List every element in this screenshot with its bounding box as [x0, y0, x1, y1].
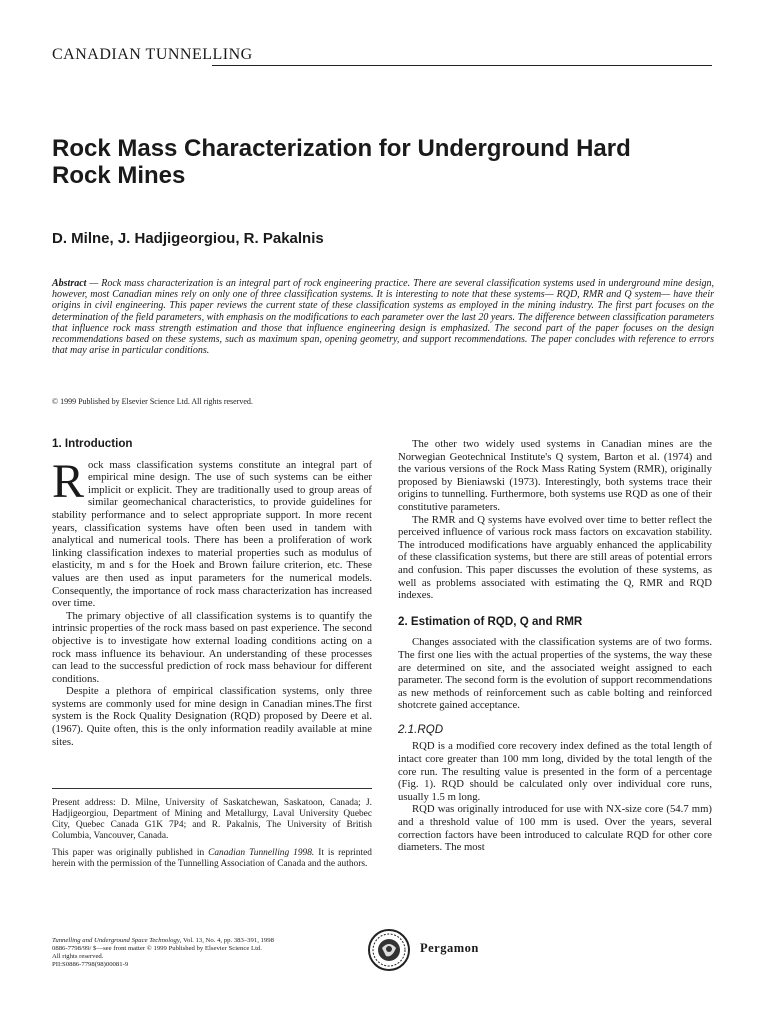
journal-citation-name: Tunnelling and Underground Space Technology [52, 937, 180, 944]
footnote-rule [52, 788, 372, 789]
footnote [52, 798, 372, 876]
reprint-source: Canadian Tunnelling 1998. [208, 848, 315, 858]
rights-line: All rights reserved. [52, 953, 104, 960]
reprint-suffix: It is reprinted herein with the permission of the Tunnelling Association of Canada and the authors. [52, 848, 372, 869]
subsection-heading-rqd: 2.1.RQD [398, 722, 444, 736]
section-heading-introduction: 1. Introduction [52, 437, 133, 450]
pii-line: PII:S0886-7798(98)00081-9 [52, 961, 129, 968]
intro-paragraph-1-text: ock mass classification systems constitute an integral part of empirical mine design. The use of such systems can be either implicit or explicit. They are traditionally used to group areas of similar geomechanical characteristics, to provide guidelines for stability performance and to select appropriate support. In more recent years, classification systems have often been used in tandem with analytical and numerical tools. There has been a proliferation of work linking classification indexes to material properties such as modulus of elasticity, m and s for the Hoek and Brown failure criterion, etc. These values are then used as input parameters for the numerical models. Consequently, the importance of rock mass characterization has increased over time. [52, 458, 372, 610]
rqd-paragraph-2: RQD was originally introduced for use with NX-size core (54.7 mm) and a threshold value of 100 mm is used. Over the years, several correction factors have been introduced to calculate RQD for other core diameters. The most [398, 803, 712, 854]
estimation-paragraph-1: Changes associated with the classification systems are of two forms. The first one lies with the actual properties of the systems, the way these are determined on site, and the associated weight assigned to each parameter. The second form is the evolution of support recommendations as new methods of reinforcement such as cable bolting and reinforced shotcrete gained acceptance. [398, 636, 712, 712]
publication-info [52, 937, 352, 969]
rqd-paragraph-1: RQD is a modified core recovery index defined as the total length of intact core greater than 100 mm long, divided by the total length of the core run. The resulting value is presented in the form of a percentage (Fig. 1). RQD should be calculated only over individual core runs, usually 1.5 m long. [398, 740, 712, 803]
journal-header: CANADIAN TUNNELLING [52, 46, 253, 63]
intro-paragraph-5: The RMR and Q systems have evolved over time to better reflect the perceived influence of various rock mass factors on excavation stability. The introduced modifications have arguably enhanced the applicability of these classification systems, but there are still areas of potential errors and confusion. This paper discusses the evolution of these systems, as well as problems associated with estimating the Q, RMR and RQD indexes. [398, 513, 712, 602]
front-matter-line: 0886-7798/99/ $—see front matter © 1999 Published by Elsevier Science Ltd. [52, 945, 262, 952]
header-rule [212, 65, 712, 66]
abstract-text: — Rock mass characterization is an integral part of rock engineering practice. There are several classification systems used in underground mine design, however, most Canadian mines rely on only one of three classification systems. It is interesting to note that these systems— RQD, RMR and Q system— have their origins in civil engineering. This paper reviews the current state of these classification systems as employed in the mining industry. The first part focuses on the determination of the field parameters, with emphasis on the modifications to each parameter over the last 20 years. The difference between classification parameters that influence rock mass strength estimation and those that influence engineering design is emphasized. The second part of the paper focuses on the design recommendations based on these systems, such as maximum span, opening geometry, and support recommendations. The paper concludes with reference to errors that may arise in particular conditions. [52, 278, 714, 357]
abstract [52, 278, 714, 356]
intro-paragraph-4: The other two widely used systems in Canadian mines are the Norwegian Geotechnical Institute's Q system, Barton et al. (1974) and the various versions of the Rock Mass Rating System (RMR), originally proposed by Bieniawski (1973). Interestingly, both systems trace their origins to tunnelling. Furthermore, both systems use RQD as one of their constitutive parameters. [398, 438, 712, 513]
reprint-prefix: This paper was originally published in [52, 848, 209, 858]
journal-volume-info: , Vol. 13, No. 4, pp. 383–391, 1998 [179, 937, 274, 944]
intro-paragraph-2: The primary objective of all classification systems is to quantify the intrinsic properties of the rock mass based on past experience. The second objective is to investigate how external loading conditions acting on a rock mass influence its behaviour. An understanding of these processes can lead to the successful prediction of rock mass behaviour for different conditions. [52, 609, 372, 685]
author-address: Present address: D. Milne, University of Saskatchewan, Saskatoon, Canada; J. Hadjigeorgiou, Department of Mining and Metallurgy, Laval University Quebec City, Quebec Canada G1K 7P4; and R. Pakalnis, The University of British Columbia, Vancouver, Canada. [52, 798, 372, 841]
copyright-notice: © 1999 Published by Elsevier Science Ltd. All rights reserved. [52, 397, 253, 406]
intro-paragraph-1 [52, 454, 372, 610]
drop-cap: R [52, 454, 85, 508]
intro-paragraph-3: Despite a plethora of empirical classification systems, only three systems are commonly used for mine design in Canadian mines.The first system is the Rock Quality Designation (RQD) proposed by Deere et al. (1967). Quite often, this is the only information readily available at mine sites. [52, 685, 372, 748]
right-column [398, 438, 712, 854]
article-authors: D. Milne, J. Hadjigeorgiou, R. Pakalnis [52, 230, 324, 247]
publisher-name: Pergamon [420, 941, 479, 955]
reprint-note [52, 848, 372, 870]
abstract-label: Abstract [52, 278, 87, 289]
left-column [52, 438, 372, 748]
journal-citation [52, 937, 352, 945]
section-heading-estimation: 2. Estimation of RQD, Q and RMR [398, 614, 583, 628]
article-title: Rock Mass Characterization for Underground Hard Rock Mines [52, 135, 631, 189]
pergamon-seal-icon [366, 928, 412, 972]
